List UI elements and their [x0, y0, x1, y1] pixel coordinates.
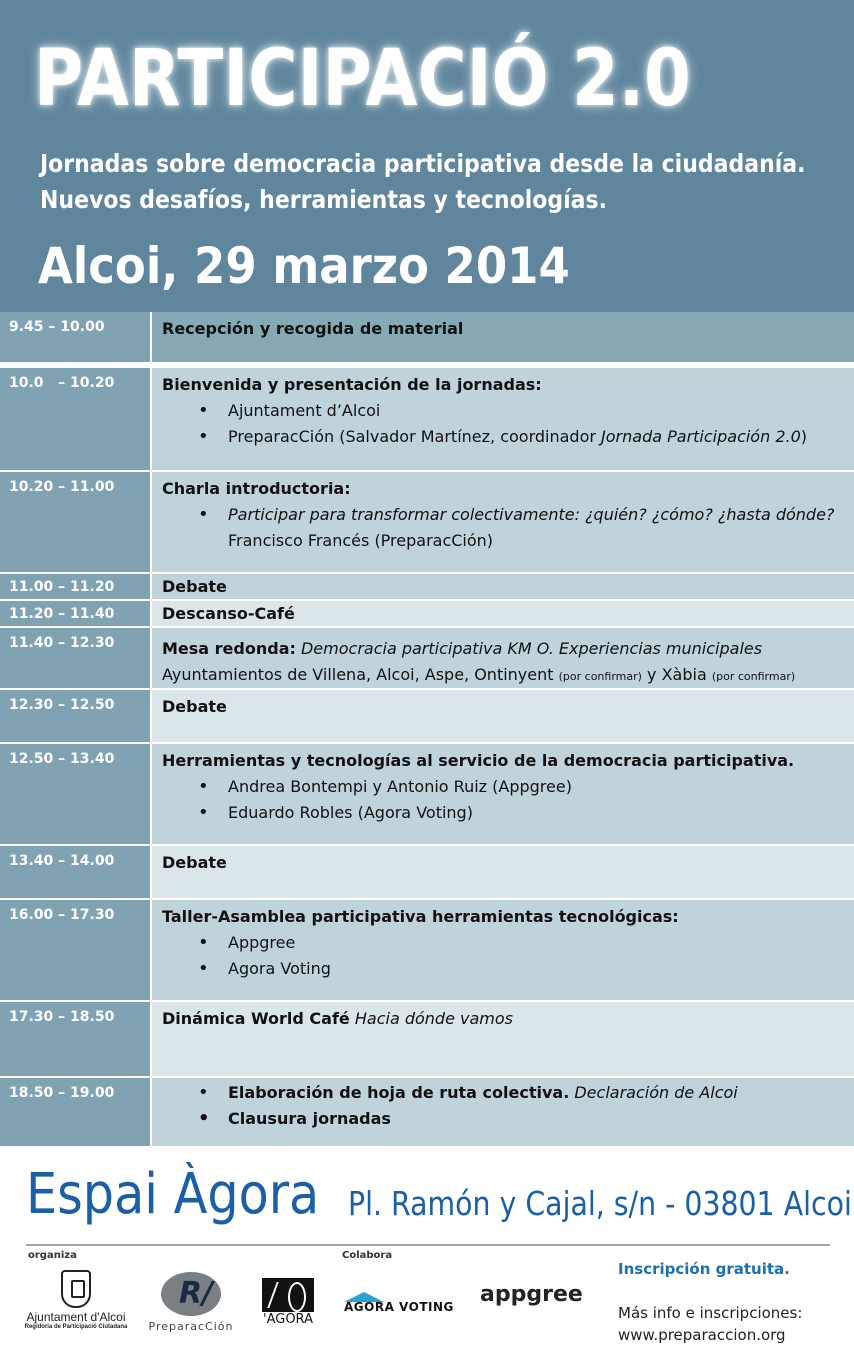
event-title: PARTICIPACIÓ 2.0 [34, 34, 691, 124]
schedule-content [152, 900, 854, 1000]
schedule-content [152, 312, 854, 362]
session-text: Ayuntamientos de Villena, Alcoi, Aspe, Ontinyent [162, 665, 559, 684]
agora-logo [258, 1278, 318, 1334]
event-subtitle-line1: Jornadas sobre democracia participativa desde la ciudadanía. [40, 149, 806, 178]
logo-text: Ajuntament d'Alcoi [26, 1310, 126, 1324]
schedule-time: 11.40 – 12.30 [0, 628, 150, 688]
list-item-continuation: Francisco Francés (PreparacCión) [228, 531, 494, 550]
schedule-row [0, 472, 854, 572]
schedule-row [0, 744, 854, 844]
divider [26, 1244, 830, 1246]
free-registration: Inscripción gratuita. [618, 1260, 790, 1278]
session-title: Herramientas y tecnologías al servicio de la democracia participativa. [162, 751, 795, 770]
schedule-row [0, 690, 854, 742]
schedule-time: 11.20 – 11.40 [0, 601, 150, 626]
event-date: Alcoi, 29 marzo 2014 [38, 237, 570, 295]
session-title: Descanso-Café [162, 604, 295, 623]
session-note: (por confirmar) [558, 670, 642, 683]
schedule-content [152, 601, 854, 626]
label-organiza: organiza [28, 1250, 77, 1261]
crest-icon [61, 1270, 91, 1308]
list-item-text: PreparacCión (Salvador Martínez, coordinador [228, 427, 602, 446]
agora-mark-icon [262, 1278, 314, 1312]
list-item: • Eduardo Robles (Agora Voting) [162, 800, 854, 826]
schedule-content [152, 846, 854, 898]
session-title: Charla introductoria: [162, 479, 351, 498]
list-item: • Participar para transformar colectivamente: ¿quién? ¿cómo? ¿hasta dónde? [162, 502, 854, 528]
preparaccion-logo [146, 1272, 236, 1338]
session-note: (por confirmar) [711, 670, 796, 683]
schedule-content [152, 690, 854, 742]
schedule-row [0, 1078, 854, 1146]
list-item-text: ) [800, 427, 808, 446]
session-title: Bienvenida y presentación de la jornadas: [162, 375, 542, 394]
schedule-content [152, 1002, 854, 1076]
logo-text: AGORA VOTING [344, 1300, 454, 1314]
schedule-time: 16.00 – 17.30 [0, 900, 150, 1000]
session-title-italic: Hacia dónde vamos [349, 1009, 513, 1028]
schedule-time: 12.50 – 13.40 [0, 744, 150, 844]
list-item [162, 1080, 854, 1106]
schedule-time: 10.0 – 10.20 [0, 368, 150, 470]
event-subtitle-line2: Nuevos desafíos, herramientas y tecnologías. [40, 185, 607, 214]
agora-voting-logo [344, 1292, 458, 1318]
session-line [162, 636, 854, 662]
session-line [162, 662, 854, 690]
session-text: y Xàbia [641, 665, 712, 684]
list-item: • Ajuntament d’Alcoi [162, 398, 854, 424]
ajuntament-alcoi-logo [24, 1270, 128, 1342]
venue-name: Espai Àgora [26, 1162, 320, 1227]
venue-address: Pl. Ramón y Cajal, s/n - 03801 Alcoi [348, 1184, 852, 1223]
list-item [162, 424, 854, 450]
schedule-row [0, 574, 854, 599]
schedule-content [152, 368, 854, 470]
preparaccion-mark-icon: R/ [161, 1272, 221, 1316]
logo-subtext: Regidoria de Participació Ciutadana [24, 1324, 128, 1330]
more-info-label: Más info e inscripciones: [618, 1304, 803, 1322]
schedule-time: 13.40 – 14.00 [0, 846, 150, 898]
session-title: Recepción y recogida de material [162, 319, 464, 338]
list-item: • Clausura jornadas [162, 1106, 854, 1132]
schedule-row [0, 846, 854, 898]
session-title: Debate [162, 697, 227, 716]
session-title-italic: Democracia participativa KM O. Experiencias municipales [295, 639, 763, 658]
schedule-row [0, 601, 854, 626]
schedule-time: 18.50 – 19.00 [0, 1078, 150, 1146]
schedule-row [0, 368, 854, 470]
logo-text: PreparacCión [148, 1320, 234, 1333]
session-title: Debate [162, 577, 227, 596]
schedule-content [152, 472, 854, 572]
schedule-row [0, 1002, 854, 1076]
appgree-logo: appgree [480, 1282, 583, 1307]
venue-banner [26, 1160, 852, 1240]
session-title: Mesa redonda: [162, 639, 296, 658]
schedule-content [152, 1078, 854, 1146]
list-item: • Andrea Bontempi y Antonio Ruiz (Appgree) [162, 774, 854, 800]
label-colabora: Colabora [342, 1250, 393, 1261]
schedule-content [152, 628, 854, 688]
list-item-bold: Elaboración de hoja de ruta colectiva. [228, 1083, 570, 1102]
website-link[interactable]: www.preparaccion.org [618, 1326, 786, 1344]
session-title: Dinámica World Café [162, 1009, 350, 1028]
schedule-time: 12.30 – 12.50 [0, 690, 150, 742]
list-item: • Appgree [162, 930, 854, 956]
header-banner [0, 0, 854, 312]
schedule-time: 11.00 – 11.20 [0, 574, 150, 599]
schedule-row [0, 312, 854, 362]
schedule-content [152, 574, 854, 599]
schedule-time: 17.30 – 18.50 [0, 1002, 150, 1076]
list-item-italic: Jornada Participación 2.0 [601, 427, 801, 446]
session-title: Taller-Asamblea participativa herramientas tecnológicas: [162, 907, 679, 926]
list-item: • Agora Voting [162, 956, 854, 982]
schedule-row [0, 900, 854, 1000]
more-info [618, 1302, 802, 1346]
schedule-content [152, 744, 854, 844]
schedule-time: 9.45 – 10.00 [0, 312, 150, 362]
list-item-italic: Declaración de Alcoi [569, 1083, 738, 1102]
schedule-row [0, 628, 854, 688]
schedule-time: 10.20 – 11.00 [0, 472, 150, 572]
session-title: Debate [162, 853, 227, 872]
logo-text: 'AGORA [263, 1312, 313, 1327]
